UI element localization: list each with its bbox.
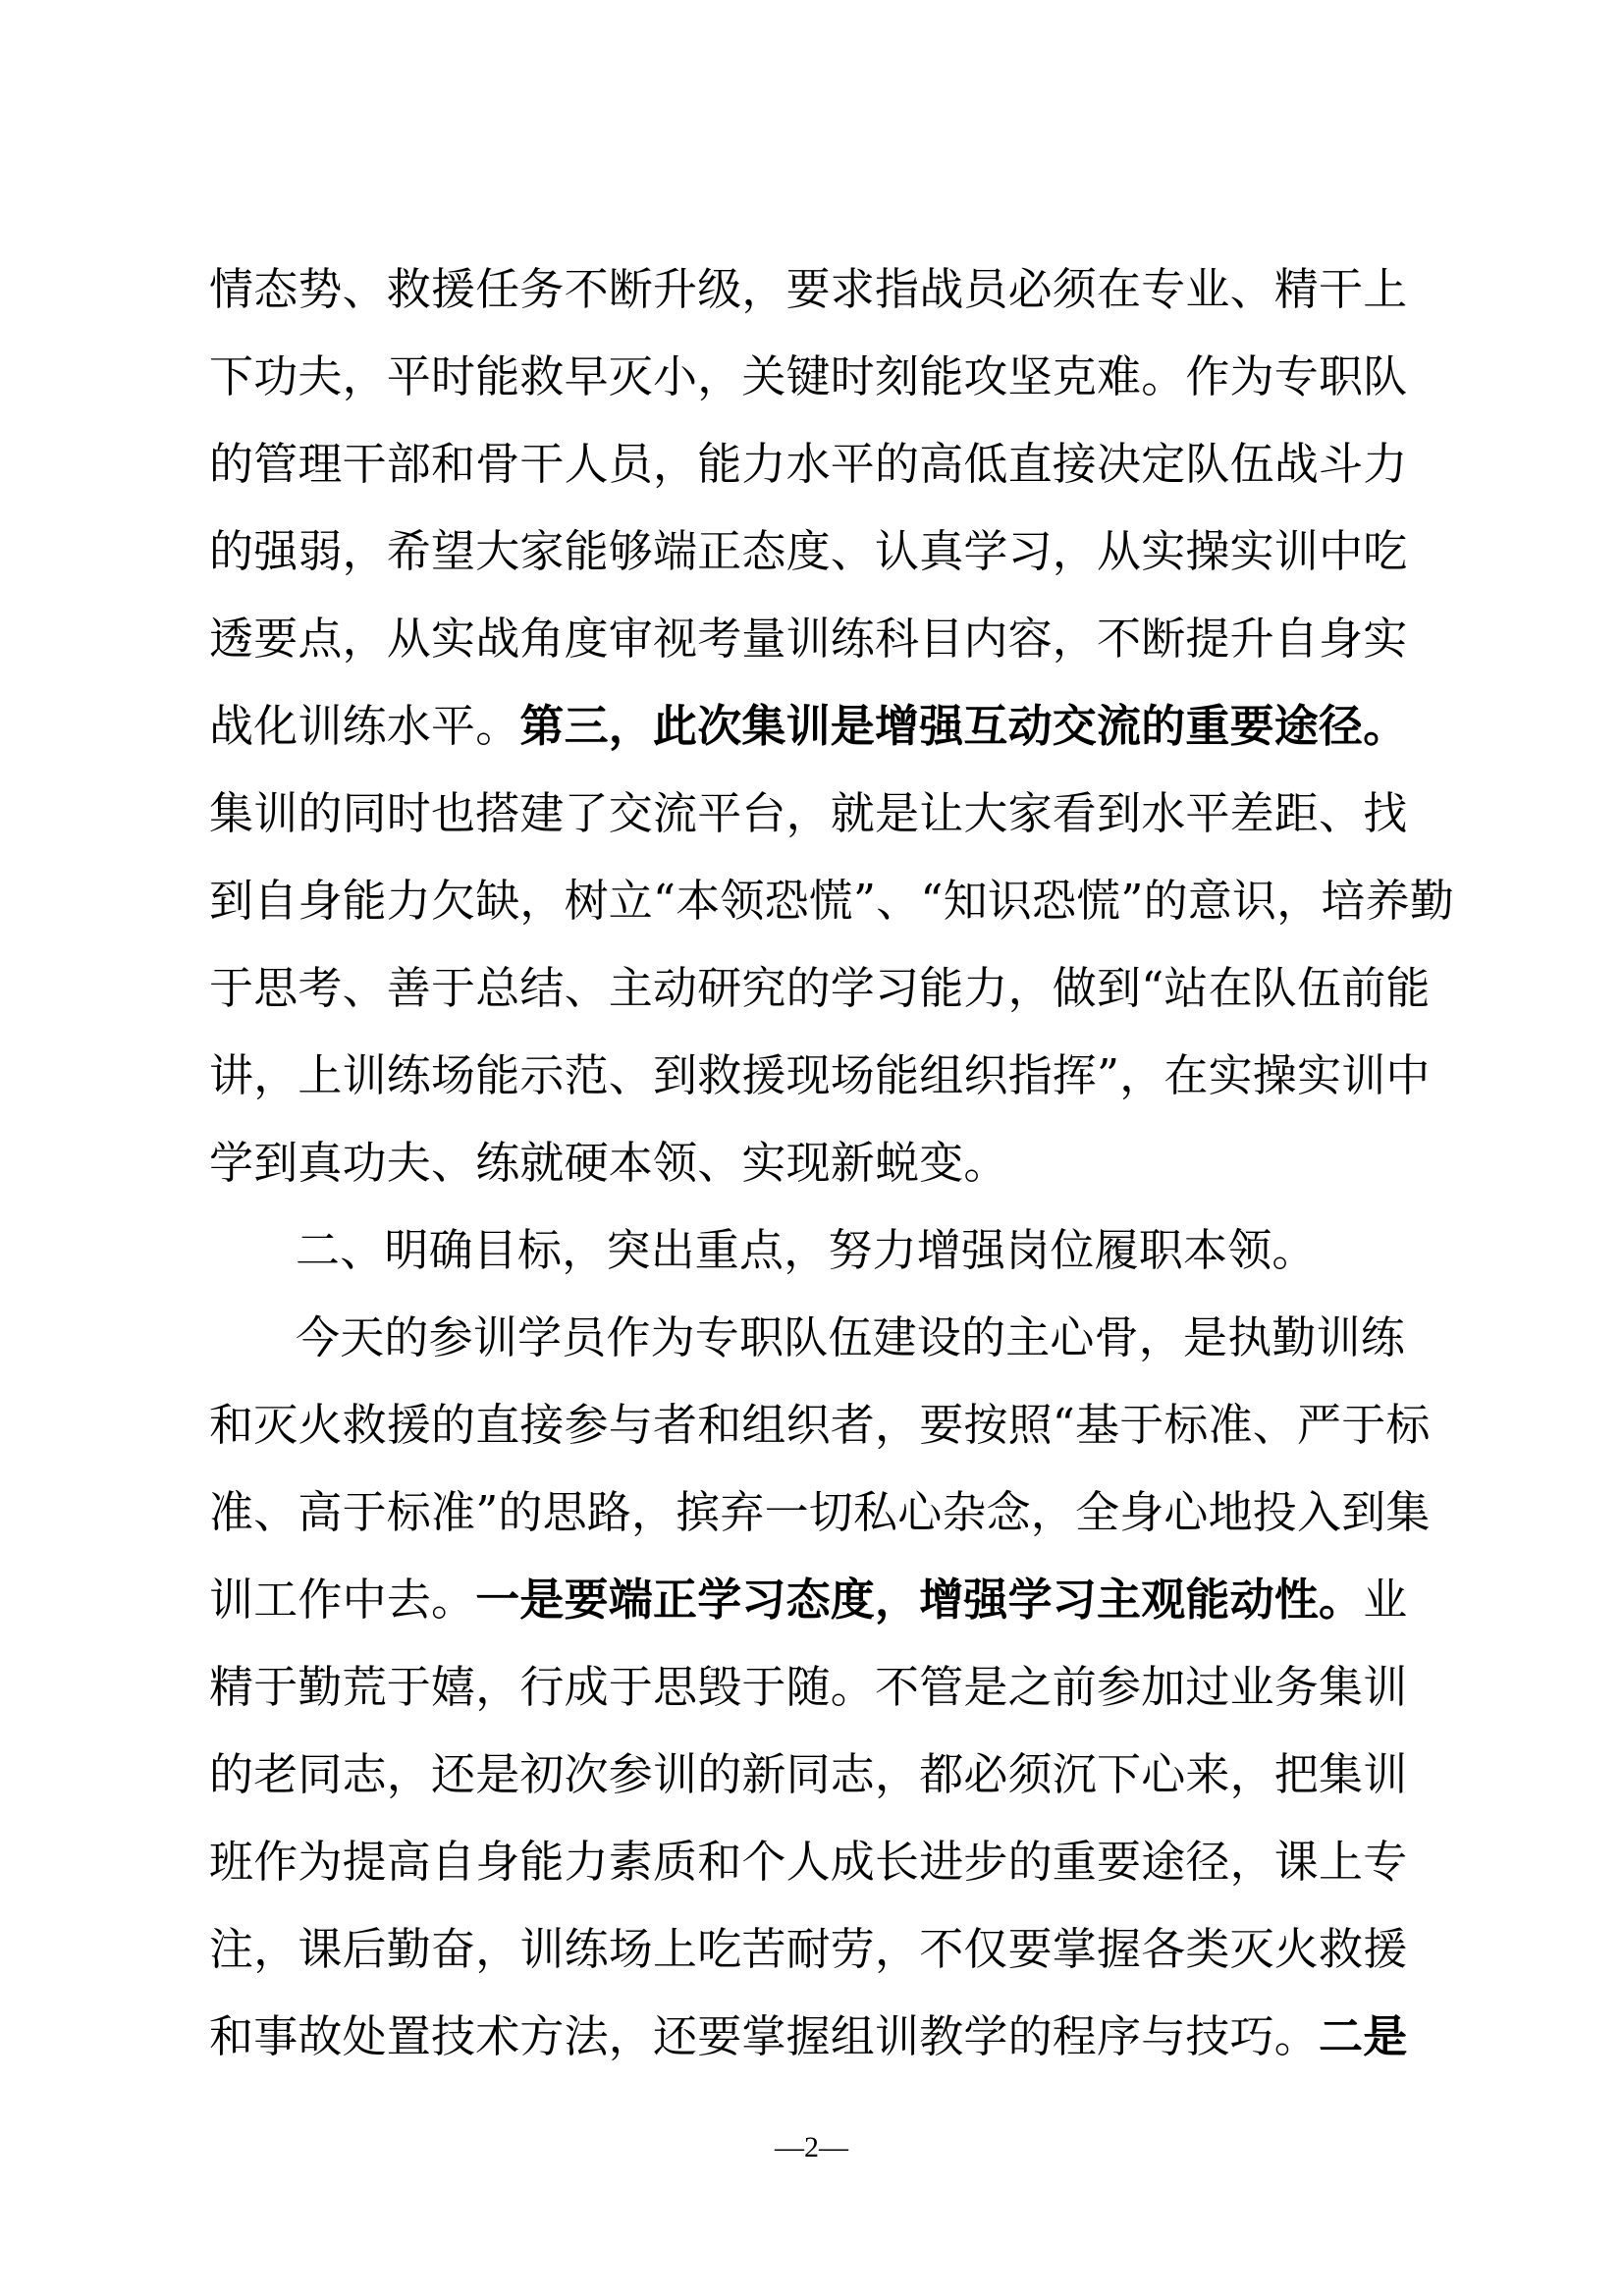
text-segment: 到自身能力欠缺，树立“本领恐慌”、“知识恐慌”的意识，培养勤: [209, 875, 1455, 927]
text-segment: 学到真功夫、练就硬本领、实现新蜕变。: [209, 1137, 1008, 1189]
text-segment: 二、明确目标，突出重点，努力增强岗位履职本领。: [296, 1224, 1317, 1276]
text-segment: 业: [1363, 1574, 1408, 1626]
text-segment: 今天的参训学员作为专职队伍建设的主心骨，是执勤训练: [296, 1311, 1406, 1363]
text-segment: 精于勤荒于嬉，行成于思毁于随。不管是之前参加过业务集训: [209, 1661, 1408, 1713]
text-line: [209, 1818, 1427, 1905]
page-number: —2—: [775, 2131, 848, 2163]
text-line: [209, 1993, 1427, 2080]
text-line: [209, 1468, 1431, 1556]
text-line: [209, 1206, 1427, 1294]
text-line: [209, 420, 1427, 507]
text-segment: 讲，上训练场能示范、到救援现场能组织指挥”，在实操实训中: [209, 1049, 1431, 1101]
text-line: [209, 682, 1427, 770]
text-line: [209, 770, 1427, 857]
bold-text-segment: 第三，此次集训是增强互动交流的重要途径。: [519, 700, 1408, 752]
text-segment: 班作为提高自身能力素质和个人成长进步的重要途径，课上专: [209, 1836, 1408, 1888]
text-line: [209, 1032, 1431, 1119]
text-segment: 训工作中去。: [209, 1574, 476, 1626]
bold-text-segment: 二是: [1319, 2010, 1408, 2062]
bold-text-segment: 一是要端正学习态度，增强学习主观能动性。: [475, 1574, 1364, 1626]
text-line: [209, 507, 1427, 595]
text-line: [209, 944, 1431, 1032]
text-segment: 情态势、救援任务不断升级，要求指战员必须在专业、精干上: [209, 263, 1408, 315]
text-line: [209, 857, 1455, 944]
text-line: [209, 1905, 1427, 1993]
text-segment: 下功夫，平时能救早灭小，关键时刻能攻坚克难。作为专职队: [209, 350, 1408, 402]
text-segment: 和事故处置技术方法，还要掌握组训教学的程序与技巧。: [209, 2010, 1320, 2062]
text-line: [209, 245, 1427, 333]
text-segment: 于思考、善于总结、主动研究的学习能力，做到“站在队伍前能: [209, 962, 1431, 1014]
text-line: [209, 1731, 1427, 1818]
text-line: [209, 1294, 1427, 1381]
text-segment: 注，课后勤奋，训练场上吃苦耐劳，不仅要掌握各类灭火救援: [209, 1923, 1408, 1975]
text-segment: 的管理干部和骨干人员，能力水平的高低直接决定队伍战斗力: [209, 438, 1408, 490]
text-segment: 战化训练水平。: [209, 700, 520, 752]
text-line: [209, 1381, 1431, 1468]
body-text: [209, 245, 1455, 2080]
text-segment: 准、高于标准”的思路，摈弃一切私心杂念，全身心地投入到集: [209, 1486, 1431, 1538]
text-segment: 的老同志，还是初次参训的新同志，都必须沉下心来，把集训: [209, 1748, 1408, 1800]
text-line: [209, 333, 1427, 420]
text-line: [209, 1643, 1427, 1731]
text-segment: 的强弱，希望大家能够端正态度、认真学习，从实操实训中吃: [209, 525, 1408, 577]
text-segment: 集训的同时也搭建了交流平台，就是让大家看到水平差距、找: [209, 787, 1408, 839]
text-line: [209, 1119, 1427, 1206]
text-segment: 透要点，从实战角度审视考量训练科目内容，不断提升自身实: [209, 613, 1408, 665]
text-line: [209, 1556, 1427, 1643]
text-segment: 和灭火救援的直接参与者和组织者，要按照“基于标准、严于标: [209, 1399, 1431, 1451]
text-line: [209, 595, 1427, 682]
